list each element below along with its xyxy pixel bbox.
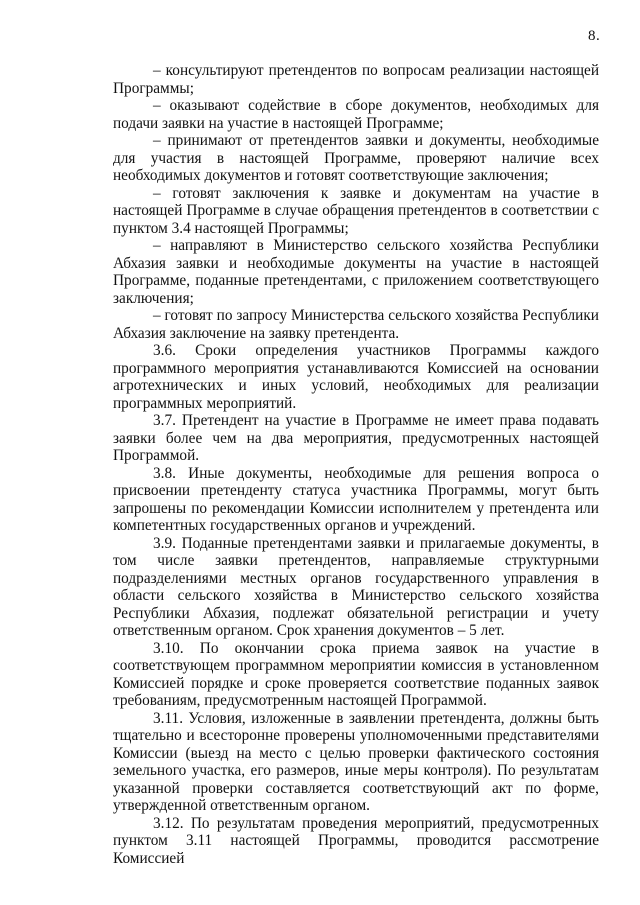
document-body — [113, 62, 599, 867]
paragraph-3-9: 3.9. Поданные претендентами заявки и прилагаемые документы, в том числе заявки претендентов, направляемые структурными подразделениями местных органов государственного управления в области сельского хозяйства в Министерство сельского хозяйства Республики Абхазия, подлежат обязательной регистрации и учету ответственным органом. Срок хранения документов – 5 лет. — [113, 534, 599, 639]
paragraph-accept: – принимают от претендентов заявки и документы, необходимые для участия в настоящей Программе, проверяют наличие всех необходимых документов и готовят соответствующие заключения; — [113, 132, 599, 184]
paragraph-3-12: 3.12. По результатам проведения мероприятий, предусмотренных пунктом 3.11 настоящей Программы, проводится рассмотрение Комиссией — [113, 814, 599, 867]
paragraph-assist: – оказывают содействие в сборе документов, необходимых для подачи заявки на участие в настоящей Программе; — [113, 97, 599, 132]
paragraph-3-7: 3.7. Претендент на участие в Программе не имеет права подавать заявки более чем на два мероприятия, предусмотренных настоящей Программой. — [113, 412, 599, 464]
paragraph-prepare: – готовят по запросу Министерства сельского хозяйства Республики Абхазия заключение на заявку претендента. — [113, 307, 599, 342]
paragraph-3-6: 3.6. Сроки определения участников Программы каждого программного мероприятия устанавливаются Комиссией на основании агротехнических и иных условий, необходимых для реализации программных мероприятий. — [113, 342, 599, 412]
paragraph-consult: – консультируют претендентов по вопросам реализации настоящей Программы; — [113, 62, 599, 97]
page-number: 8. — [588, 28, 601, 44]
paragraph-conclusions: – готовят заключения к заявке и документам на участие в настоящей Программе в случае обращения претендентов в соответствии с пунктом 3.4 настоящей Программы; — [113, 184, 599, 237]
paragraph-3-8: 3.8. Иные документы, необходимые для решения вопроса о присвоении претенденту статуса участника Программы, могут быть запрошены по рекомендации Комиссии исполнителем у претендента или компетентных государственных органов и учреждений. — [113, 464, 599, 534]
paragraph-3-11: 3.11. Условия, изложенные в заявлении претендента, должны быть тщательно и всесторонне проверены уполномоченными представителями Комиссии (выезд на место с целью проверки фактического состояния земельного участка, его размеров, иные меры контроля). По результатам указанной проверки составляется соответствующий акт по форме, утвержденной ответственным органом. — [113, 709, 599, 814]
paragraph-send: – направляют в Министерство сельского хозяйства Республики Абхазия заявки и необходимые документы на участие в настоящей Программе, поданные претендентами, с приложением соответствующего заключения; — [113, 237, 599, 307]
paragraph-3-10: 3.10. По окончании срока приема заявок на участие в соответствующем программном мероприятии комиссия в установленном Комиссией порядке и сроке проверяется соответствие поданных заявок требованиям, предусмотренным настоящей Программой. — [113, 639, 599, 709]
